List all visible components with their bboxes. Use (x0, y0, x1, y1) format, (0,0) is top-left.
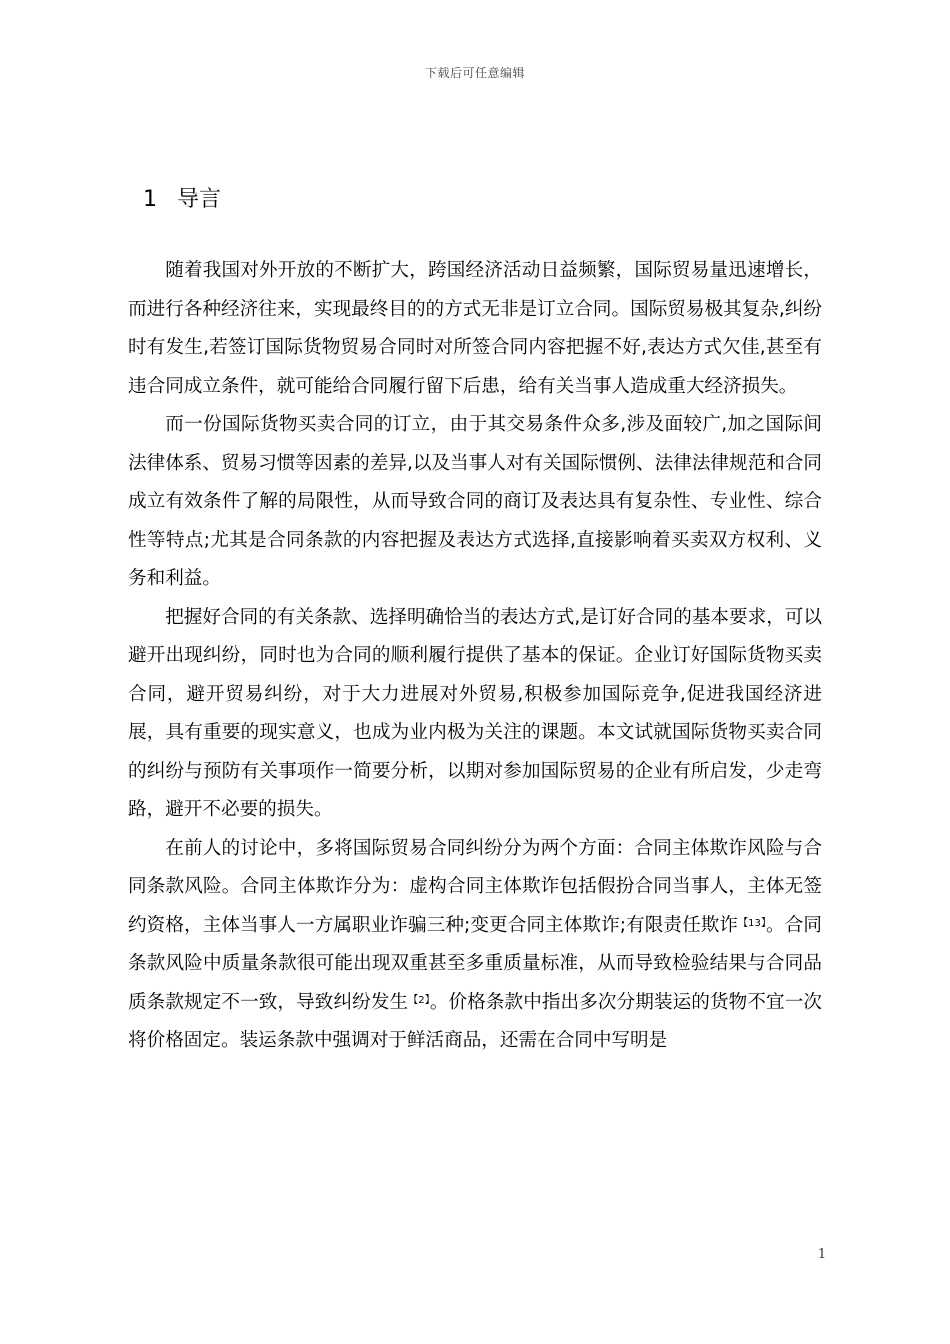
section-title: 导言 (177, 186, 222, 212)
paragraph-4-part-a: 在前人的讨论中，多将国际贸易合同纠纷分为两个方面：合同主体欺诈风险与合同条款风险。合同主体欺诈分为：虚构合同主体欺诈包括假扮合同当事人，主体无签约资格，主体当事人一方属职业诈骗三种;变更合同主体欺诈;有限责任欺诈 (128, 837, 822, 936)
paragraph-3: 把握好合同的有关条款、选择明确恰当的表达方式,是订好合同的基本要求，可以避开出现纠纷，同时也为合同的顺利履行提供了基本的保证。企业订好国际货物买卖合同，避开贸易纠纷，对于大力进展对外贸易,积极参加国际竞争,促进我国经济进展，具有重要的现实意义，也成为业内极为关注的课题。本文试就国际货物买卖合同的纠纷与预防有关事项作一简要分析，以期对参加国际贸易的企业有所启发，少走弯路，避开不必要的损失。 (128, 606, 822, 820)
paragraph-2: 而一份国际货物买卖合同的订立，由于其交易条件众多,涉及面较广,加之国际间法律体系、贸易习惯等因素的差异,以及当事人对有关国际惯例、法律法律规范和合同成立有效条件了解的局限性，从而导致合同的商订及表达具有复杂性、专业性、综合性等特点;尤其是合同条款的内容把握及表达方式选择,直接影响着买卖双方权利、义务和利益。 (128, 414, 822, 589)
paragraph-4-part-b: 。合同条款风险中质量条款很可能出现双重甚至多重质量标准，从而导致检验结果与合同品质条款规定不一致，导致纠纷发生 (128, 914, 822, 1013)
page-header: 下载后可任意编辑 (424, 66, 525, 80)
paragraph-4 (128, 830, 822, 1061)
section-heading (143, 183, 221, 217)
body-text (128, 252, 822, 1061)
section-number: 1 (143, 186, 157, 212)
paragraph-1: 随着我国对外开放的不断扩大，跨国经济活动日益频繁，国际贸易量迅速增长，而进行各种经济往来，实现最终目的的方式无非是订立合同。国际贸易极其复杂,纠纷时有发生,若签订国际货物贸易合同时对所签合同内容把握不好,表达方式欠佳,甚至有违合同成立条件，就可能给合同履行留下后患，给有关当事人造成重大经济损失。 (128, 260, 822, 397)
citation-ref: 【13】 (738, 917, 767, 929)
citation-ref: 【2】 (408, 994, 430, 1006)
paragraph-4-part-c: 。价格条款中指出多次分期装运的货物不宜一次将价格固定。装运条款中强调对于鲜活商品，还需在合同中写明是 (128, 991, 822, 1051)
page-number: 1 (817, 1247, 827, 1262)
